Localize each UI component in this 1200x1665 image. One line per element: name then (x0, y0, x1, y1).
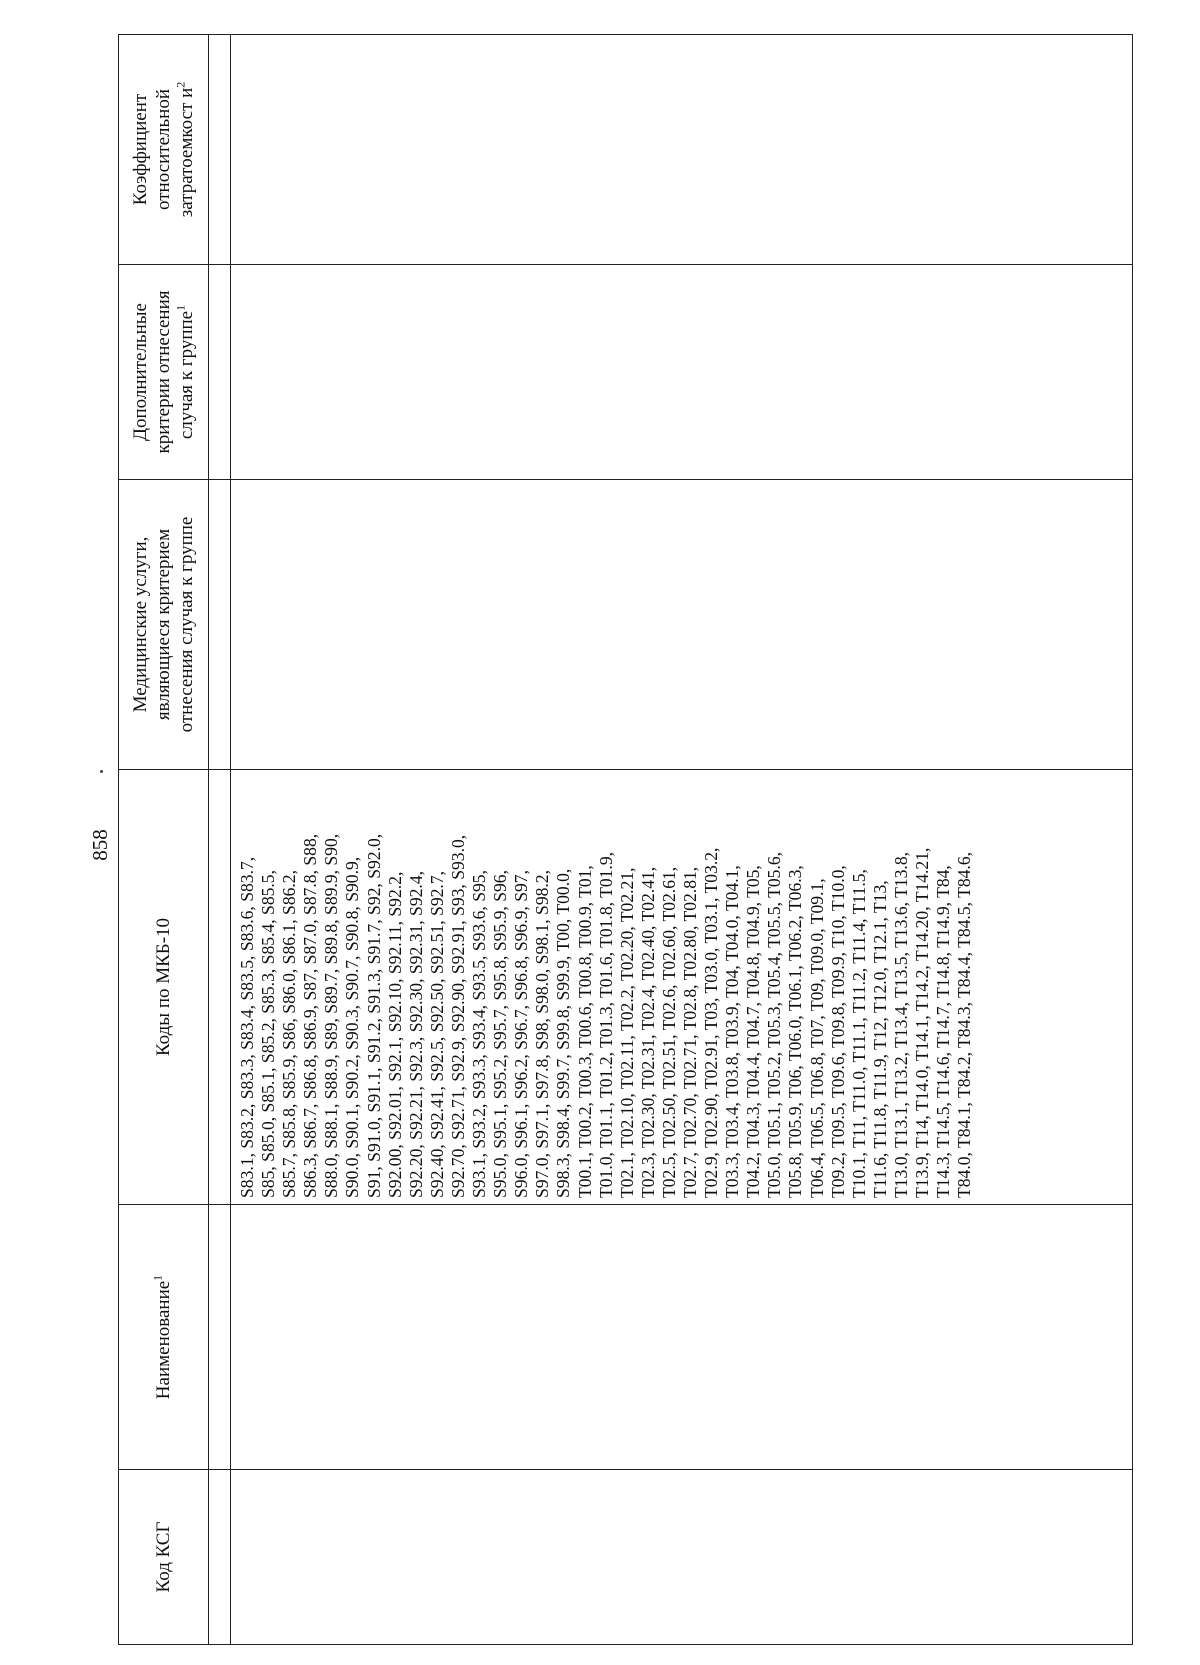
header-ksg-code: Код КСГ (119, 1470, 209, 1645)
cell-name (231, 1205, 1133, 1470)
icd-code-line: S93.1, S93.2, S93.3, S93.4, S93.5, S93.6, S95, (469, 869, 490, 1198)
spacer-cell (209, 35, 231, 265)
icd-code-line: T02.1, T02.10, T02.11, T02.2, T02.20, T02.21, (616, 867, 637, 1198)
icd-code-line: S92.40, S92.41, S92.5, S92.50, S92.51, S92.7, (426, 870, 447, 1198)
icd-code-line: S98.3, S98.4, S99.7, S99.8, S99.9, T00, T00.0, (553, 868, 574, 1198)
icd-code-line: T02.3, T02.30, T02.31, T02.4, T02.40, T02.41, (637, 866, 658, 1198)
icd-code-line: T09.2, T09.5, T09.6, T09.8, T09.9, T10, T10.0, (827, 865, 848, 1198)
icd-code-line: S96.0, S96.1, S96.2, S96.7, S96.8, S96.9, S97, (511, 869, 532, 1198)
scan-dot-mark (100, 770, 103, 773)
header-coefficient-footnote: 2 (173, 81, 188, 88)
icd-code-line: S85, S85.0, S85.1, S85.2, S85.3, S85.4, S85.5, (258, 869, 279, 1198)
header-name: Наименование$^1$ (119, 1205, 209, 1470)
icd-code-line: T11.6, T11.8, T11.9, T12, T12.0, T12.1, T13, (869, 880, 890, 1198)
icd-code-line: T10.1, T11, T11.0, T11.1, T11.2, T11.4, T11.5, (848, 869, 869, 1198)
spacer-cell (209, 480, 231, 770)
icd-code-line: T06.4, T06.5, T06.8, T07, T09, T09.0, T09.1, (806, 878, 827, 1198)
icd-code-line: S86.3, S86.7, S86.8, S86.9, S87, S87.0, S87.8, S88, (300, 833, 321, 1198)
cell-icd-codes (231, 770, 1133, 1205)
icd-code-line: S88.0, S88.1, S88.9, S89, S89.7, S89.8, S89.9, S90, (321, 833, 342, 1198)
icd-code-line: S92.00, S92.01, S92.1, S92.10, S92.11, S92.2, (384, 871, 405, 1198)
icd-code-line: S95.0, S95.1, S95.2, S95.7, S95.8, S95.9, S96, (490, 869, 511, 1198)
rotated-page-content (118, 35, 1133, 1645)
icd-code-line: S83.1, S83.2, S83.3, S83.4, S83.5, S83.6, S83.7, (237, 856, 257, 1198)
header-criteria-footnote: 1 (173, 304, 188, 311)
icd-code-line: T13.0, T13.1, T13.2, T13.4, T13.5, T13.6, T13.8, (890, 851, 911, 1198)
icd-code-line: S92.70, S92.71, S92.9, S92.90, S92.91, S93, S93.0, (447, 834, 468, 1198)
cell-ksg-code (231, 1470, 1133, 1645)
icd-code-line: T05.8, T05.9, T06, T06.0, T06.1, T06.2, T06.3, (785, 865, 806, 1198)
icd-code-line: S92.20, S92.21, S92.3, S92.30, S92.31, S92.4, (405, 870, 426, 1198)
icd-code-line: T14.3, T14.5, T14.6, T14.7, T14.8, T14.9, T84, (933, 865, 954, 1198)
icd-code-line: T13.9, T14, T14.0, T14.1, T14.2, T14.20, T14.21, (912, 847, 932, 1198)
icd-code-line: T00.1, T00.2, T00.3, T00.6, T00.8, T00.9, T01, (574, 865, 595, 1198)
spacer-cell (209, 1470, 231, 1645)
icd-code-line: T03.3, T03.4, T03.8, T03.9, T04, T04.0, T04.1, (722, 865, 743, 1198)
table-row (231, 35, 1133, 1645)
page-number: 858 (88, 829, 112, 861)
icd-code-line: T02.5, T02.50, T02.51, T02.6, T02.60, T02.61, (658, 866, 679, 1198)
header-name-footnote: 1 (150, 1274, 165, 1281)
icd-code-line: S97.0, S97.1, S97.8, S98, S98.0, S98.1, S98.2, (532, 869, 553, 1198)
cell-medical-services (231, 480, 1133, 770)
header-additional-criteria: Дополнительные критерии отнесения случая к группе$^1$ (119, 265, 209, 480)
header-cost-coefficient: Коэффициент относительной затратоемкост $и^2$ (119, 35, 209, 265)
icd-code-line: T02.9, T02.90, T02.91, T03, T03.0, T03.1, T03.2, (701, 847, 722, 1198)
spacer-cell (209, 770, 231, 1205)
icd-code-line: S90.0, S90.1, S90.2, S90.3, S90.7, S90.8, S90.9, (342, 856, 363, 1198)
icd-code-line: S91, S91.0, S91.1, S91.2, S91.3, S91.7, S92, S92.0, (363, 833, 384, 1198)
cell-cost-coefficient (231, 35, 1133, 265)
spacer-cell (209, 1205, 231, 1470)
icd-code-line: T01.0, T01.1, T01.2, T01.3, T01.6, T01.8, T01.9, (595, 851, 616, 1198)
icd-code-line: T05.0, T05.1, T05.2, T05.3, T05.4, T05.5, T05.6, (764, 851, 785, 1198)
header-medical-services: Медицинские услуги, являющиеся критерием отнесения случая к группе (119, 480, 209, 770)
spacer-cell (209, 265, 231, 480)
icd-code-line: S85.7, S85.8, S85.9, S86, S86.0, S86.1, S86.2, (279, 869, 300, 1198)
icd-code-line: T84.0, T84.1, T84.2, T84.3, T84.4, T84.5, T84.6, (954, 851, 975, 1198)
ksg-table (118, 34, 1133, 1645)
header-icd-codes: Коды по МКБ-10 (119, 770, 209, 1205)
table-spacer-row (209, 35, 231, 1645)
icd-code-line: T04.2, T04.3, T04.4, T04.7, T04.8, T04.9, T05, (743, 865, 764, 1198)
table-header-row (119, 35, 209, 1645)
icd-code-line: T02.7, T02.70, T02.71, T02.8, T02.80, T02.81, (679, 866, 700, 1198)
cell-additional-criteria (231, 265, 1133, 480)
